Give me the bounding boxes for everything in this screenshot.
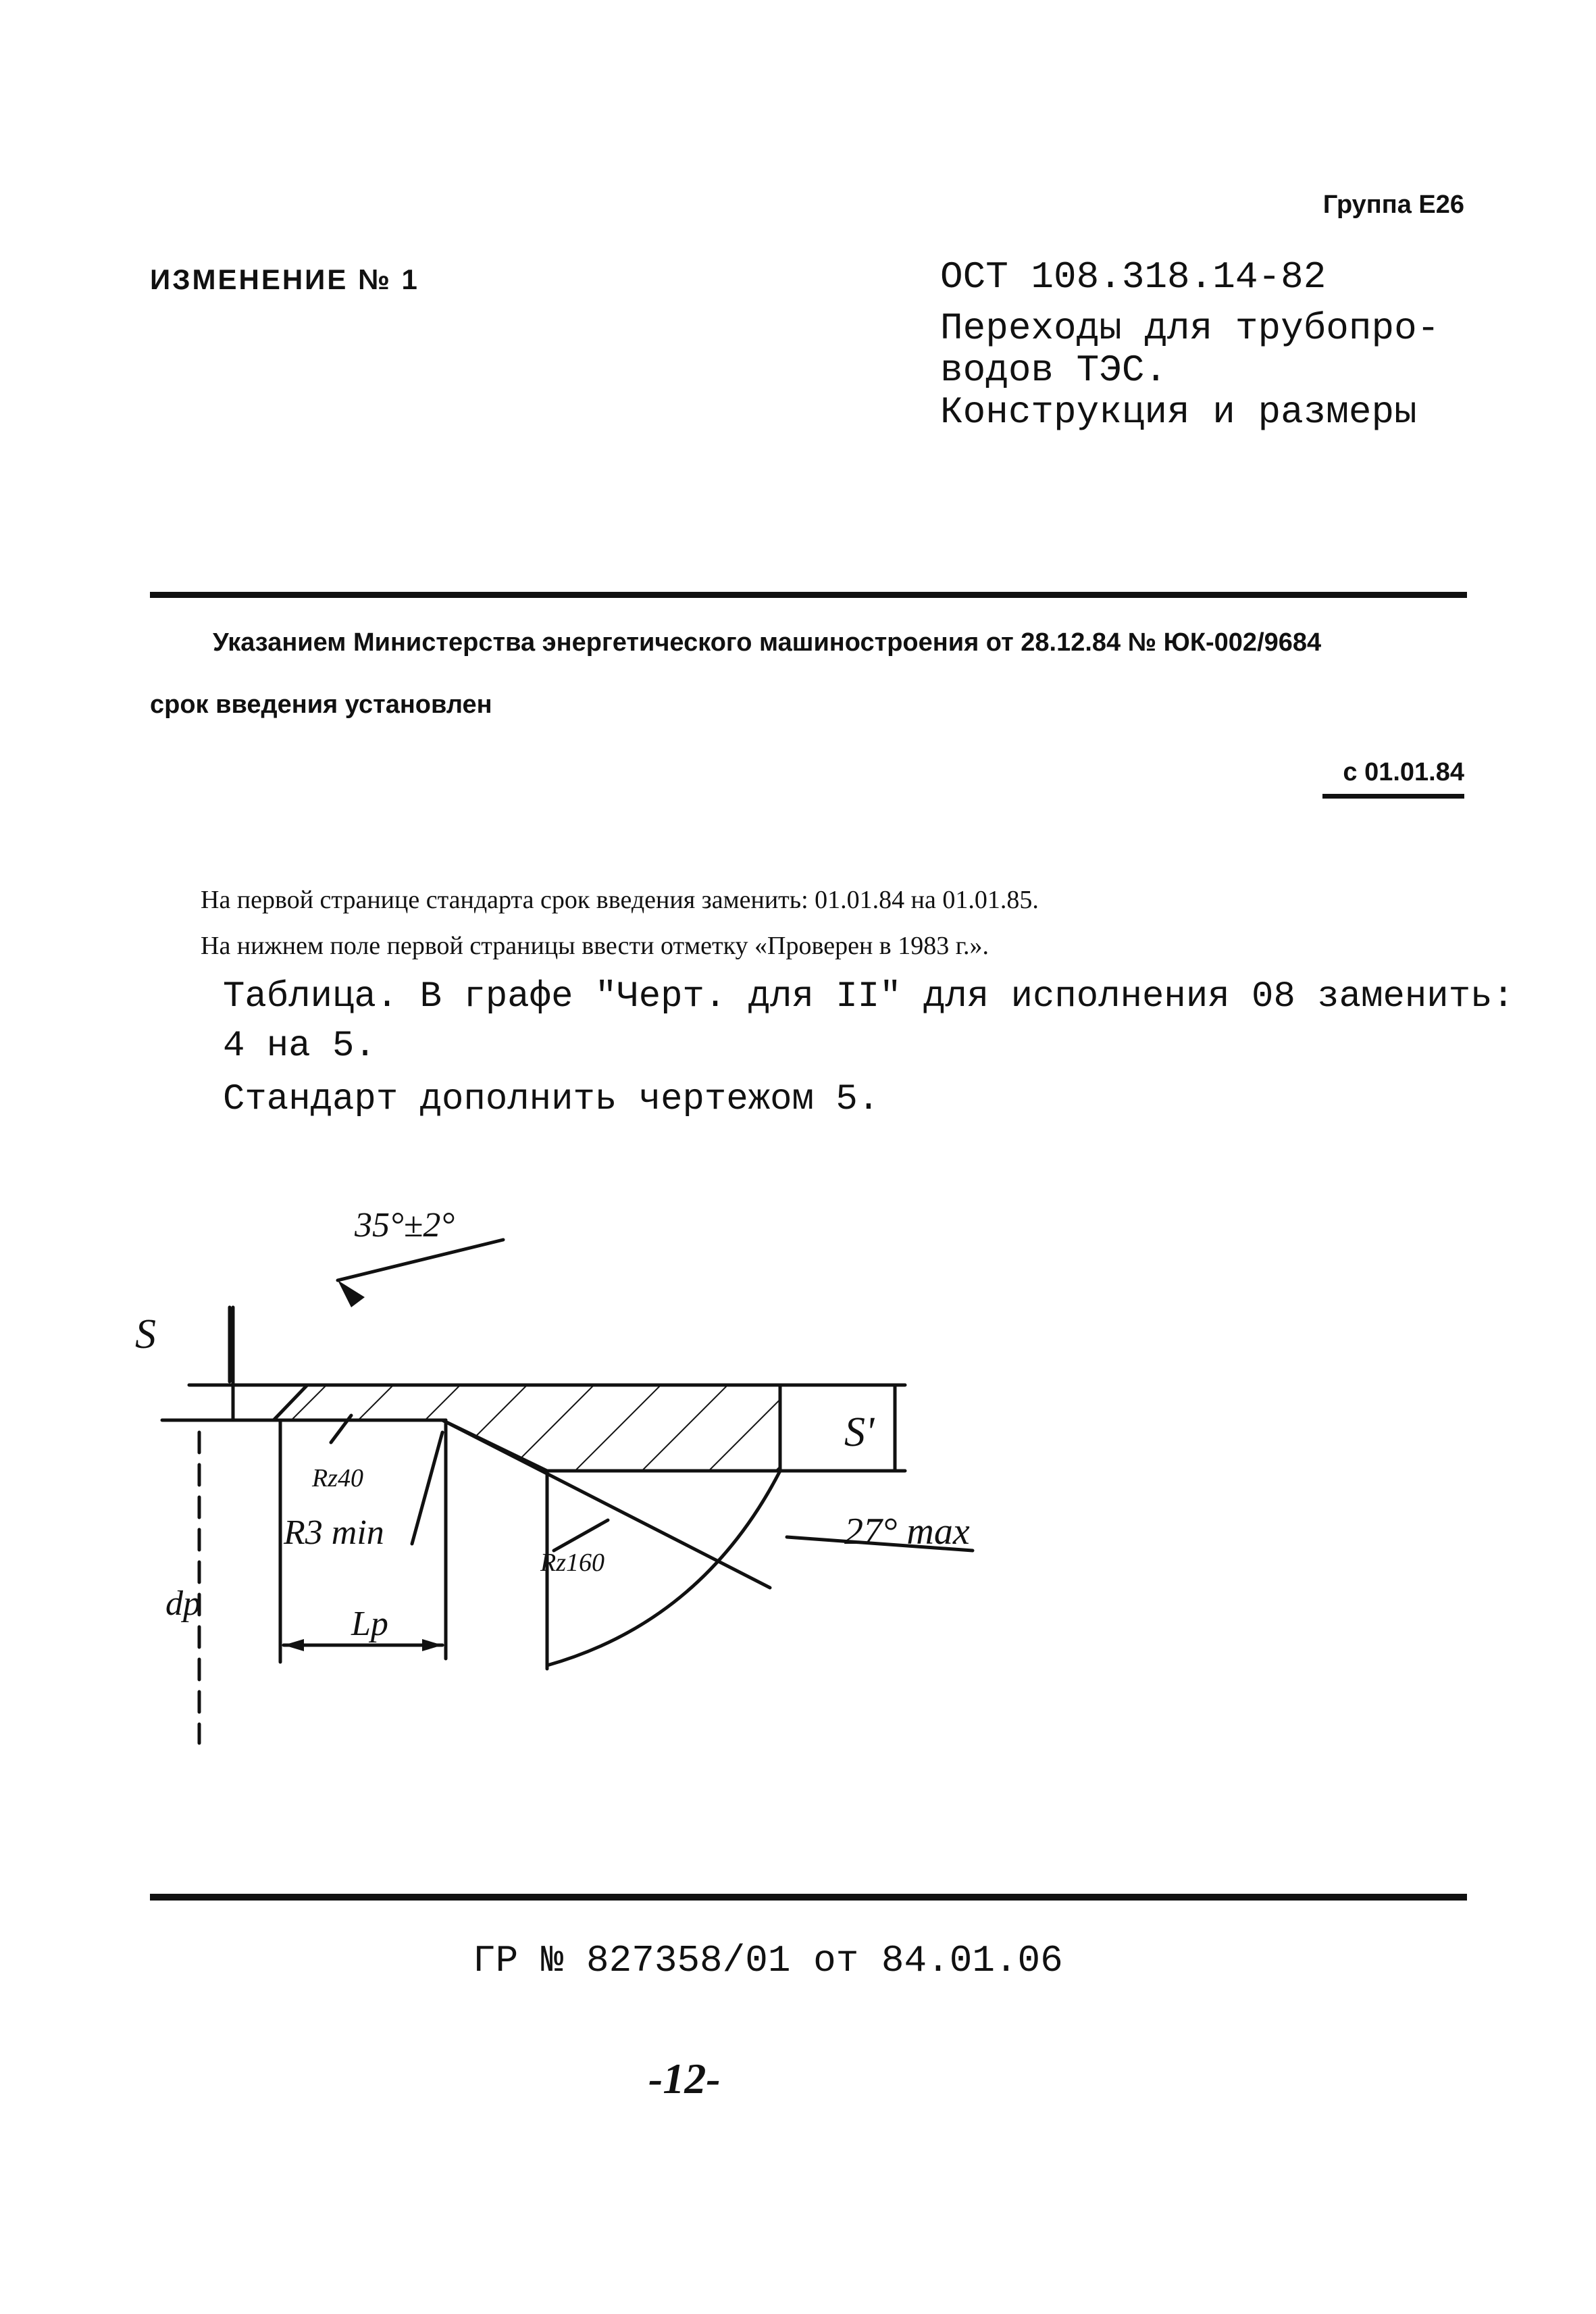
standard-title-line: водов ТЭС. [940,349,1168,392]
registration-number: ГР № 827358/01 от 84.01.06 [473,1939,1063,1982]
arrow-lp-left [284,1639,304,1651]
label-angle-max: 27° max [844,1511,970,1553]
angle-top-leader [338,1240,503,1280]
rz160-leader [554,1520,608,1551]
label-wall-right: S' [844,1409,875,1455]
label-rz40: Rz40 [312,1464,363,1492]
change-line-2: На нижнем поле первой страницы ввести отметку «Проверен в 1983 г.». [201,932,989,960]
label-radius: R3 min [284,1513,384,1552]
effective-label: срок введения установлен [150,690,492,719]
standard-number: ОСТ 108.318.14-82 [940,255,1327,299]
label-diameter: dp [165,1584,201,1623]
dim-radius-leader [412,1432,442,1544]
hatched-section [274,1385,780,1471]
change-line-3: Таблица. В графе "Черт. для II" для исполнения 08 заменить: [223,976,1514,1017]
effective-date-underline [1322,794,1464,799]
standard-title [940,307,1439,433]
label-rz160: Rz160 [540,1549,604,1577]
standard-title-line: Переходы для трубопро- [940,307,1440,350]
label-length: Lp [351,1605,388,1643]
page-number: -12- [648,2055,721,2103]
arrow-angle-top [338,1280,365,1307]
effective-date: с 01.01.84 [1343,758,1464,786]
change-line-1: На первой странице стандарта срок введения заменить: 01.01.84 на 01.01.85. [201,886,1039,914]
group-label: Группа Е26 [1322,191,1464,219]
amendment-title: ИЗМЕНЕНИЕ № 1 [150,263,419,295]
top-divider [150,592,1467,598]
standard-title-line: Конструкция и размеры [940,391,1417,434]
change-line-5: Стандарт дополнить чертежом 5. [223,1079,880,1120]
label-wall-left: S [135,1311,156,1357]
directive-text: Указанием Министерства энергетического машиностроения от 28.12.84 № ЮК-002/9684 [213,628,1322,657]
bottom-divider [150,1894,1467,1901]
change-line-4: 4 на 5. [223,1026,376,1067]
label-angle-top: 35°±2° [355,1206,455,1244]
technical-drawing [0,1176,1596,1784]
arrow-lp-right [422,1639,442,1651]
